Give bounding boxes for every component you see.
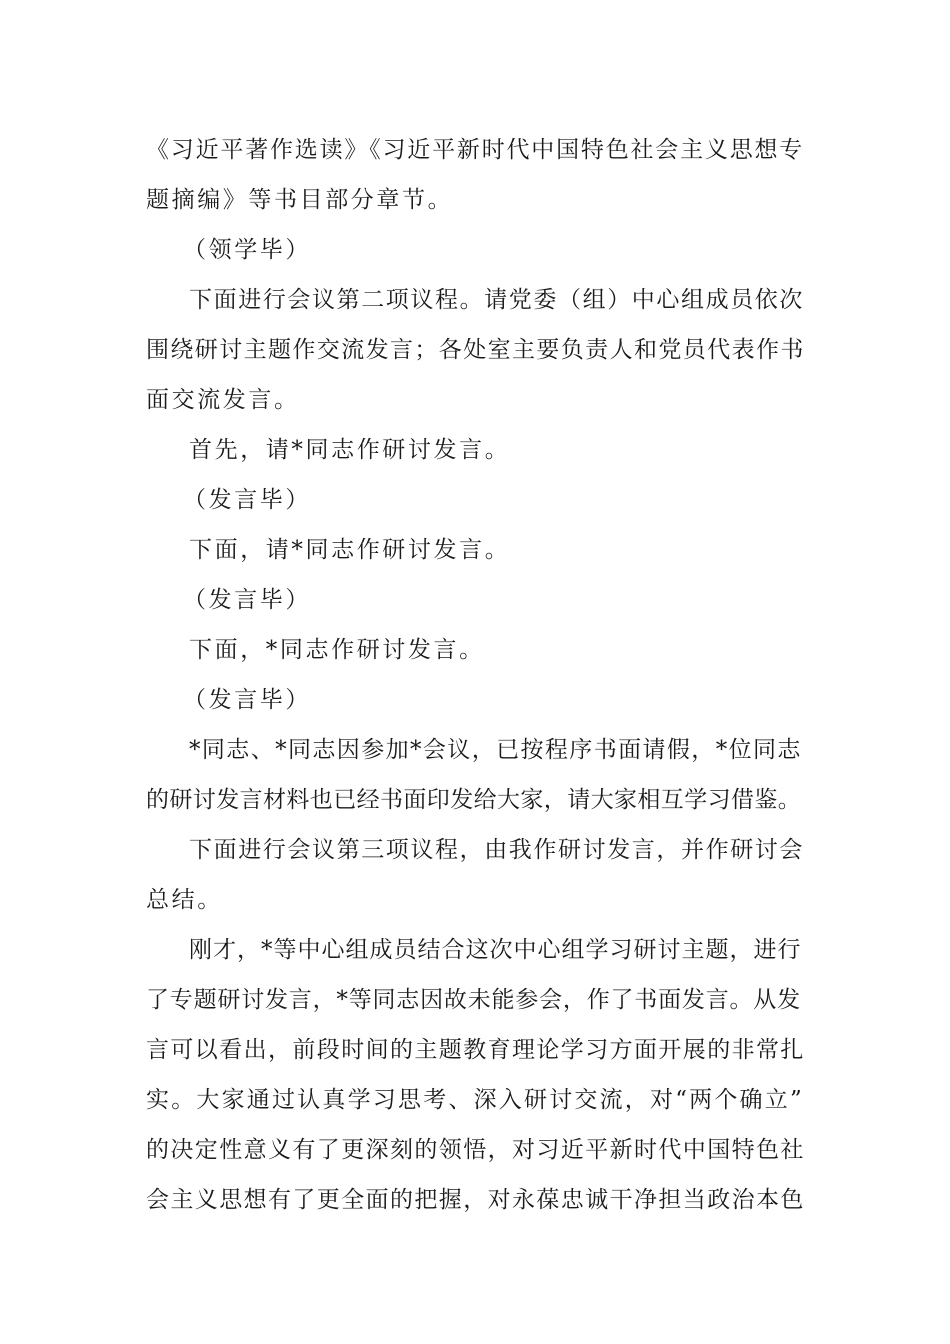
text-line: 下面进行会议第二项议程。请党委（组）中心组成员依次: [189, 287, 804, 313]
text-line: 的决定性意义有了更深刻的领悟，对习近平新时代中国特色社: [146, 1137, 805, 1163]
text-line: 下面进行会议第三项议程，由我作研讨发言，并作研讨会: [189, 837, 804, 863]
text-line: 言可以看出，前段时间的主题教育理论学习方面开展的非常扎: [146, 1037, 805, 1063]
text-line: （发言毕）: [183, 687, 311, 713]
text-line: 实。大家通过认真学习思考、深入研讨交流，对“两个确立”: [146, 1087, 804, 1113]
text-line: 面交流发言。: [146, 387, 300, 413]
text-line: 总结。: [146, 887, 223, 913]
text-line: 的研讨发言材料也已经书面印发给大家，请大家相互学习借鉴。: [146, 787, 802, 813]
text-line: 会主义思想有了更全面的把握，对永葆忠诚干净担当政治本色: [146, 1187, 805, 1213]
text-line: *同志、*同志因参加*会议，已按程序书面请假，*位同志: [189, 737, 802, 763]
text-line: 首先，请*同志作研讨发言。: [189, 437, 511, 463]
text-line: 《习近平著作选读》《习近平新时代中国特色社会主义思想专: [146, 137, 805, 163]
text-line: 下面，请*同志作研讨发言。: [189, 537, 511, 563]
text-line: （发言毕）: [183, 487, 311, 513]
text-line: （发言毕）: [183, 587, 311, 613]
text-line: （领学毕）: [183, 237, 311, 263]
text-line: 围绕研讨主题作交流发言；各处室主要负责人和党员代表作书: [146, 337, 805, 363]
text-line: 题摘编》等书目部分章节。: [146, 187, 454, 213]
text-line: 刚才，*等中心组成员结合这次中心组学习研讨主题，进行: [189, 937, 802, 963]
text-line: 下面，*同志作研讨发言。: [189, 637, 485, 663]
text-line: 了专题研讨发言，*等同志因故未能参会，作了书面发言。从发: [146, 987, 801, 1013]
